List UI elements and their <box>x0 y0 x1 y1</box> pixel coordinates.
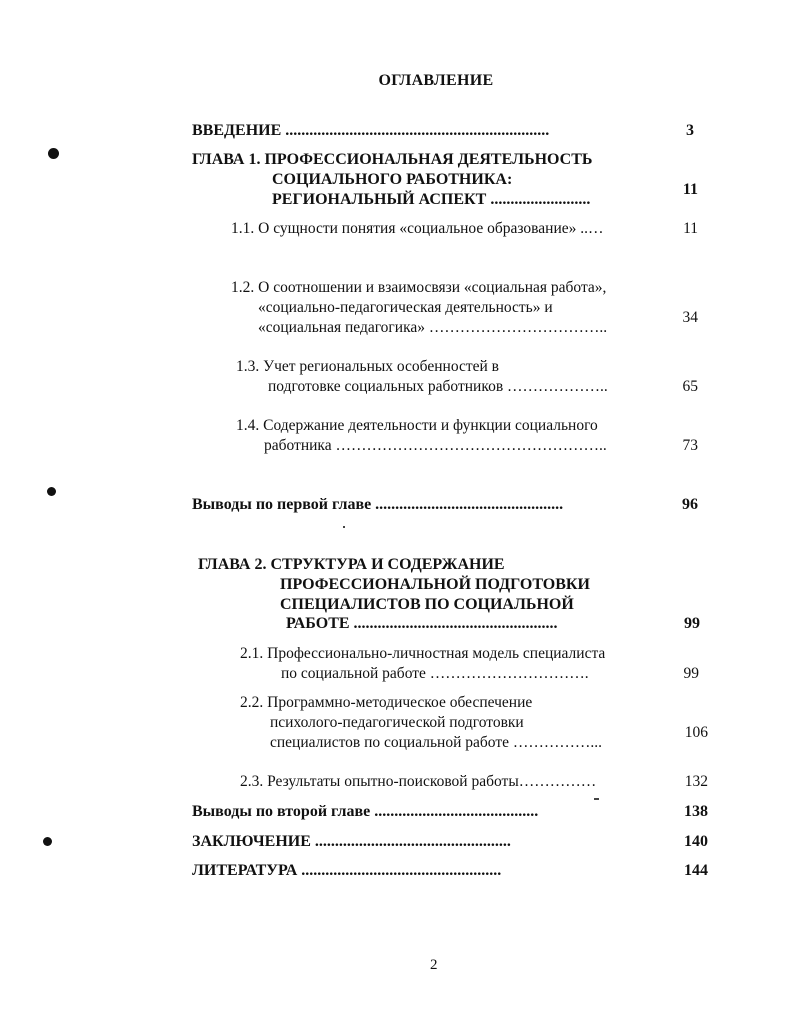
toc-section-2-1-line2: по социальной работе …………………………. <box>281 665 589 682</box>
toc-section-2-2-line2: психолого-педагогической подготовки <box>270 714 524 731</box>
binder-hole-mark <box>48 148 59 159</box>
toc-page-section-1-4: 73 <box>682 437 698 454</box>
toc-section-1-1: 1.1. О сущности понятия «социальное образование» ..… <box>231 220 604 237</box>
toc-entry-intro: ВВЕДЕНИЕ .................................................................. <box>192 122 550 139</box>
toc-page-section-2-2: 106 <box>684 724 708 741</box>
toc-page-section-2-3: 132 <box>684 773 708 790</box>
toc-page-section-1-1: 11 <box>683 220 698 237</box>
toc-page-conclusion-chapter2: 138 <box>684 803 708 820</box>
toc-section-1-2-line2: «социально-педагогическая деятельность» и <box>258 299 553 316</box>
scan-speck <box>343 526 345 528</box>
toc-entry-conclusion: ЗАКЛЮЧЕНИЕ ................................................. <box>192 833 511 850</box>
binder-hole-mark <box>43 837 52 846</box>
toc-section-1-3-line2: подготовке социальных работников ……………….. <box>268 378 608 395</box>
toc-conclusion-chapter1: Выводы по первой главе ............................................... <box>192 496 564 513</box>
toc-chapter1-line1: ГЛАВА 1. ПРОФЕССИОНАЛЬНАЯ ДЕЯТЕЛЬНОСТЬ <box>192 151 593 168</box>
toc-section-1-4-line1: 1.4. Содержание деятельности и функции социального <box>236 417 598 434</box>
toc-section-1-2-line1: 1.2. О соотношении и взаимосвязи «социальная работа», <box>231 279 607 296</box>
toc-conclusion-chapter2: Выводы по второй главе ......................................... <box>192 803 539 820</box>
toc-chapter2-line2: ПРОФЕССИОНАЛЬНОЙ ПОДГОТОВКИ <box>280 576 590 593</box>
toc-page-intro: 3 <box>686 122 694 139</box>
toc-page-conclusion: 140 <box>684 833 708 850</box>
toc-page-section-1-2: 34 <box>682 309 698 326</box>
binder-hole-mark <box>47 487 56 496</box>
toc-page-section-2-1: 99 <box>683 665 699 682</box>
toc-page-section-1-3: 65 <box>682 378 698 395</box>
toc-section-1-4-line2: работника …………………………………………….. <box>264 437 607 454</box>
toc-section-2-1-line1: 2.1. Профессионально-личностная модель специалиста <box>240 645 606 662</box>
toc-chapter1-line2: СОЦИАЛЬНОГО РАБОТНИКА: <box>272 171 513 188</box>
toc-page-chapter2: 99 <box>684 615 700 632</box>
toc-section-2-2-line1: 2.2. Программно-методическое обеспечение <box>240 694 533 711</box>
toc-section-1-3-line1: 1.3. Учет региональных особенностей в <box>236 358 499 375</box>
page-title: ОГЛАВЛЕНИЕ <box>378 72 494 89</box>
toc-chapter2-line1: ГЛАВА 2. СТРУКТУРА И СОДЕРЖАНИЕ <box>198 556 505 573</box>
toc-chapter2-line4: РАБОТЕ ................................................... <box>286 615 558 632</box>
page-number: 2 <box>430 957 438 973</box>
toc-section-2-3: 2.3. Результаты опытно-поисковой работы…………… <box>240 773 597 790</box>
toc-page-conclusion-chapter1: 96 <box>682 496 698 513</box>
toc-page-chapter1: 11 <box>682 181 698 198</box>
toc-entry-literature: ЛИТЕРАТУРА .................................................. <box>192 862 502 879</box>
toc-section-1-2-line3: «социальная педагогика» …………………………….. <box>258 319 608 336</box>
toc-chapter2-line3: СПЕЦИАЛИСТОВ ПО СОЦИАЛЬНОЙ <box>280 596 574 613</box>
toc-chapter1-line3: РЕГИОНАЛЬНЫЙ АСПЕКТ ......................... <box>272 191 591 208</box>
scan-speck <box>594 798 599 800</box>
toc-page-literature: 144 <box>684 862 708 879</box>
toc-section-2-2-line3: специалистов по социальной работе ……………... <box>270 734 602 751</box>
